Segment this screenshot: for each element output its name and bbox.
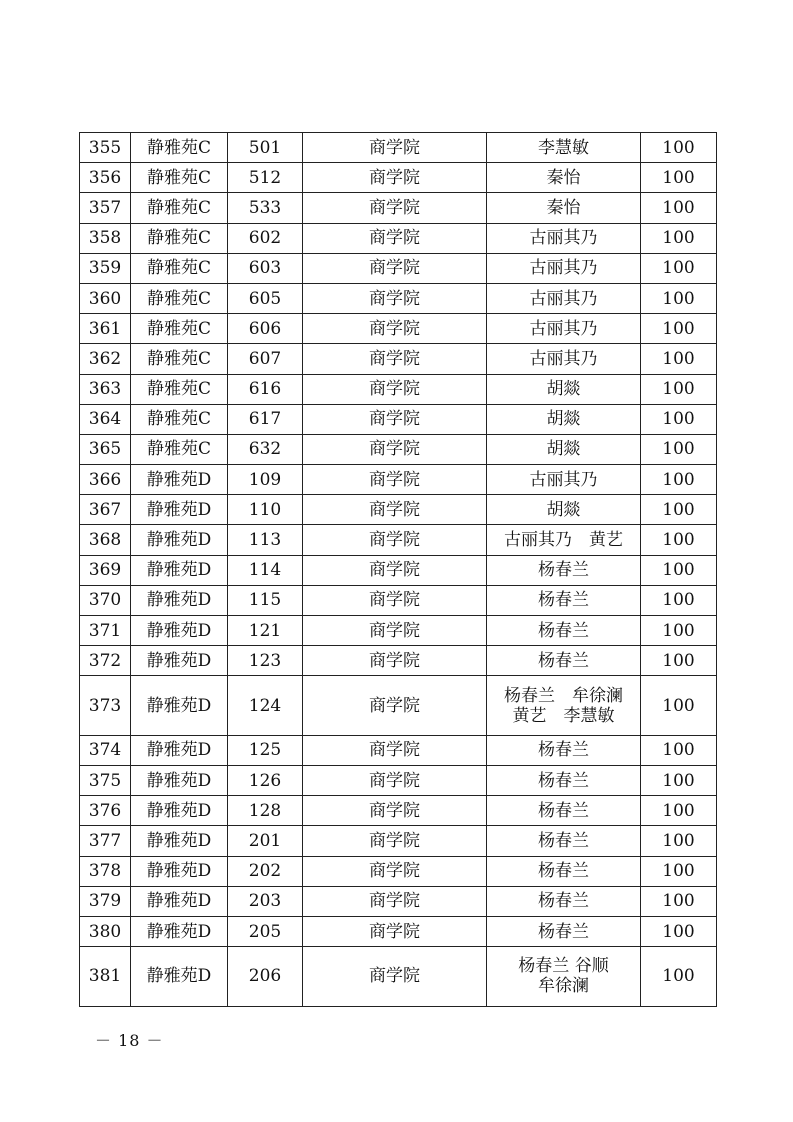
college-cell: 商学院 — [303, 947, 487, 1007]
building-cell: 静雅苑D — [131, 525, 228, 555]
score-cell: 100 — [641, 283, 717, 313]
row-number-cell: 361 — [80, 314, 131, 344]
row-number-cell: 367 — [80, 495, 131, 525]
row-number-cell: 375 — [80, 766, 131, 796]
responsible-person-cell: 胡燚 — [487, 404, 641, 434]
college-cell: 商学院 — [303, 616, 487, 646]
responsible-person-cell: 杨春兰 — [487, 796, 641, 826]
room-number-cell: 205 — [228, 917, 303, 947]
table-row — [80, 555, 717, 585]
score-cell: 100 — [641, 917, 717, 947]
row-number-cell: 366 — [80, 465, 131, 495]
table-row — [80, 465, 717, 495]
college-cell: 商学院 — [303, 676, 487, 736]
table-row — [80, 886, 717, 916]
row-number-cell: 355 — [80, 133, 131, 163]
score-cell: 100 — [641, 735, 717, 765]
college-cell: 商学院 — [303, 344, 487, 374]
responsible-person-cell: 古丽其乃 — [487, 283, 641, 313]
responsible-person-cell: 杨春兰 — [487, 735, 641, 765]
college-cell: 商学院 — [303, 465, 487, 495]
table-row — [80, 314, 717, 344]
college-cell: 商学院 — [303, 826, 487, 856]
score-cell: 100 — [641, 163, 717, 193]
responsible-person-cell: 杨春兰 — [487, 555, 641, 585]
college-cell: 商学院 — [303, 525, 487, 555]
building-cell: 静雅苑C — [131, 344, 228, 374]
building-cell: 静雅苑D — [131, 676, 228, 736]
responsible-person-cell: 古丽其乃 — [487, 465, 641, 495]
row-number-cell: 358 — [80, 223, 131, 253]
score-cell: 100 — [641, 434, 717, 464]
score-cell: 100 — [641, 947, 717, 1007]
score-cell: 100 — [641, 796, 717, 826]
room-number-cell: 114 — [228, 555, 303, 585]
score-cell: 100 — [641, 314, 717, 344]
row-number-cell: 369 — [80, 555, 131, 585]
room-number-cell: 202 — [228, 856, 303, 886]
score-cell: 100 — [641, 344, 717, 374]
room-number-cell: 605 — [228, 283, 303, 313]
college-cell: 商学院 — [303, 133, 487, 163]
responsible-person-cell: 胡燚 — [487, 495, 641, 525]
row-number-cell: 364 — [80, 404, 131, 434]
building-cell: 静雅苑D — [131, 585, 228, 615]
building-cell: 静雅苑C — [131, 163, 228, 193]
table-row — [80, 344, 717, 374]
row-number-cell: 373 — [80, 676, 131, 736]
responsible-person-cell: 古丽其乃 — [487, 223, 641, 253]
college-cell: 商学院 — [303, 404, 487, 434]
row-number-cell: 371 — [80, 616, 131, 646]
row-number-cell: 365 — [80, 434, 131, 464]
college-cell: 商学院 — [303, 223, 487, 253]
score-cell: 100 — [641, 646, 717, 676]
score-cell: 100 — [641, 616, 717, 646]
college-cell: 商学院 — [303, 917, 487, 947]
responsible-person-cell: 古丽其乃 黄艺 — [487, 525, 641, 555]
building-cell: 静雅苑D — [131, 465, 228, 495]
table-row — [80, 735, 717, 765]
building-cell: 静雅苑C — [131, 133, 228, 163]
responsible-person-cell — [487, 947, 641, 1007]
room-number-cell: 607 — [228, 344, 303, 374]
room-number-cell: 617 — [228, 404, 303, 434]
table-row — [80, 404, 717, 434]
row-number-cell: 359 — [80, 253, 131, 283]
row-number-cell: 368 — [80, 525, 131, 555]
room-number-cell: 602 — [228, 223, 303, 253]
table-row — [80, 856, 717, 886]
building-cell: 静雅苑C — [131, 404, 228, 434]
building-cell: 静雅苑D — [131, 947, 228, 1007]
building-cell: 静雅苑D — [131, 917, 228, 947]
room-number-cell: 125 — [228, 735, 303, 765]
college-cell: 商学院 — [303, 555, 487, 585]
row-number-cell: 357 — [80, 193, 131, 223]
table-row — [80, 646, 717, 676]
room-number-cell: 123 — [228, 646, 303, 676]
table-row — [80, 676, 717, 736]
building-cell: 静雅苑D — [131, 495, 228, 525]
table-row — [80, 163, 717, 193]
row-number-cell: 356 — [80, 163, 131, 193]
row-number-cell: 360 — [80, 283, 131, 313]
room-number-cell: 110 — [228, 495, 303, 525]
responsible-person-cell: 古丽其乃 — [487, 253, 641, 283]
table-row — [80, 616, 717, 646]
table-row — [80, 917, 717, 947]
room-number-cell: 124 — [228, 676, 303, 736]
responsible-person-cell: 杨春兰 — [487, 585, 641, 615]
table-row — [80, 253, 717, 283]
table-row — [80, 193, 717, 223]
responsible-person-line: 牟徐澜 — [538, 976, 589, 997]
college-cell: 商学院 — [303, 253, 487, 283]
score-cell: 100 — [641, 525, 717, 555]
college-cell: 商学院 — [303, 163, 487, 193]
row-number-cell: 372 — [80, 646, 131, 676]
college-cell: 商学院 — [303, 193, 487, 223]
score-cell: 100 — [641, 374, 717, 404]
room-number-cell: 616 — [228, 374, 303, 404]
table-row — [80, 525, 717, 555]
building-cell: 静雅苑D — [131, 555, 228, 585]
building-cell: 静雅苑D — [131, 646, 228, 676]
score-cell: 100 — [641, 404, 717, 434]
score-cell: 100 — [641, 223, 717, 253]
responsible-person-cell: 秦怡 — [487, 193, 641, 223]
table-row — [80, 947, 717, 1007]
responsible-person-cell — [487, 676, 641, 736]
college-cell: 商学院 — [303, 374, 487, 404]
building-cell: 静雅苑D — [131, 886, 228, 916]
room-number-cell: 201 — [228, 826, 303, 856]
row-number-cell: 379 — [80, 886, 131, 916]
building-cell: 静雅苑D — [131, 856, 228, 886]
row-number-cell: 362 — [80, 344, 131, 374]
college-cell: 商学院 — [303, 283, 487, 313]
room-number-cell: 126 — [228, 766, 303, 796]
row-number-cell: 377 — [80, 826, 131, 856]
table-row — [80, 434, 717, 464]
table-row — [80, 495, 717, 525]
score-cell: 100 — [641, 133, 717, 163]
responsible-person-cell: 杨春兰 — [487, 616, 641, 646]
room-number-cell: 128 — [228, 796, 303, 826]
building-cell: 静雅苑C — [131, 283, 228, 313]
college-cell: 商学院 — [303, 766, 487, 796]
college-cell: 商学院 — [303, 796, 487, 826]
score-cell: 100 — [641, 585, 717, 615]
college-cell: 商学院 — [303, 856, 487, 886]
table-row — [80, 133, 717, 163]
score-cell: 100 — [641, 886, 717, 916]
building-cell: 静雅苑C — [131, 193, 228, 223]
building-cell: 静雅苑D — [131, 796, 228, 826]
score-cell: 100 — [641, 465, 717, 495]
responsible-person-line: 黄艺 李慧敏 — [512, 705, 615, 726]
row-number-cell: 376 — [80, 796, 131, 826]
room-number-cell: 606 — [228, 314, 303, 344]
college-cell: 商学院 — [303, 735, 487, 765]
responsible-person-cell: 杨春兰 — [487, 646, 641, 676]
building-cell: 静雅苑D — [131, 735, 228, 765]
room-number-cell: 115 — [228, 585, 303, 615]
row-number-cell: 381 — [80, 947, 131, 1007]
row-number-cell: 363 — [80, 374, 131, 404]
score-cell: 100 — [641, 555, 717, 585]
college-cell: 商学院 — [303, 495, 487, 525]
college-cell: 商学院 — [303, 314, 487, 344]
dormitory-inspection-table — [79, 132, 717, 1007]
table-row — [80, 796, 717, 826]
score-cell: 100 — [641, 766, 717, 796]
table-row — [80, 283, 717, 313]
page-number: － 18 － — [95, 1031, 164, 1050]
row-number-cell: 380 — [80, 917, 131, 947]
room-number-cell: 206 — [228, 947, 303, 1007]
room-number-cell: 632 — [228, 434, 303, 464]
responsible-person-cell: 古丽其乃 — [487, 344, 641, 374]
responsible-person-cell: 古丽其乃 — [487, 314, 641, 344]
room-number-cell: 512 — [228, 163, 303, 193]
building-cell: 静雅苑C — [131, 374, 228, 404]
row-number-cell: 374 — [80, 735, 131, 765]
room-number-cell: 533 — [228, 193, 303, 223]
responsible-person-cell: 杨春兰 — [487, 917, 641, 947]
score-cell: 100 — [641, 193, 717, 223]
responsible-person-line: 杨春兰 谷顺 — [518, 956, 609, 977]
building-cell: 静雅苑C — [131, 314, 228, 344]
responsible-person-cell: 胡燚 — [487, 434, 641, 464]
college-cell: 商学院 — [303, 886, 487, 916]
responsible-person-cell: 李慧敏 — [487, 133, 641, 163]
building-cell: 静雅苑C — [131, 253, 228, 283]
room-number-cell: 109 — [228, 465, 303, 495]
responsible-person-cell: 秦怡 — [487, 163, 641, 193]
score-cell: 100 — [641, 856, 717, 886]
score-cell: 100 — [641, 495, 717, 525]
table-row — [80, 223, 717, 253]
score-cell: 100 — [641, 676, 717, 736]
row-number-cell: 370 — [80, 585, 131, 615]
table-row — [80, 374, 717, 404]
room-number-cell: 501 — [228, 133, 303, 163]
responsible-person-cell: 杨春兰 — [487, 856, 641, 886]
table-row — [80, 826, 717, 856]
college-cell: 商学院 — [303, 434, 487, 464]
room-number-cell: 203 — [228, 886, 303, 916]
building-cell: 静雅苑D — [131, 766, 228, 796]
responsible-person-cell: 胡燚 — [487, 374, 641, 404]
building-cell: 静雅苑D — [131, 616, 228, 646]
responsible-person-cell: 杨春兰 — [487, 766, 641, 796]
table-body — [80, 133, 717, 1007]
building-cell: 静雅苑D — [131, 826, 228, 856]
table-row — [80, 766, 717, 796]
responsible-person-cell: 杨春兰 — [487, 886, 641, 916]
college-cell: 商学院 — [303, 646, 487, 676]
building-cell: 静雅苑C — [131, 434, 228, 464]
responsible-person-line: 杨春兰 牟徐澜 — [504, 685, 623, 706]
responsible-person-cell: 杨春兰 — [487, 826, 641, 856]
table-row — [80, 585, 717, 615]
room-number-cell: 603 — [228, 253, 303, 283]
score-cell: 100 — [641, 253, 717, 283]
college-cell: 商学院 — [303, 585, 487, 615]
score-cell: 100 — [641, 826, 717, 856]
row-number-cell: 378 — [80, 856, 131, 886]
building-cell: 静雅苑C — [131, 223, 228, 253]
room-number-cell: 121 — [228, 616, 303, 646]
room-number-cell: 113 — [228, 525, 303, 555]
